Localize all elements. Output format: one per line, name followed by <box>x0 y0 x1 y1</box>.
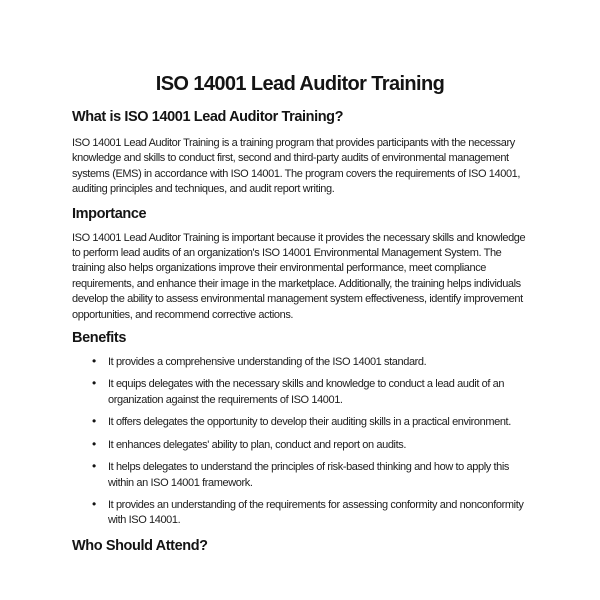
paragraph-what-is: ISO 14001 Lead Auditor Training is a training program that provides participants with the necessary knowledge and skills to conduct first, second and third-party audits of environmental management systems (EMS) in accordance with ISO 14001. The program covers the requirements of ISO 14001, auditing principles and techniques, and audit report writing. <box>72 137 521 196</box>
section-heading-who-should-attend: Who Should Attend? <box>72 537 208 554</box>
bullet-icon: • <box>92 414 96 429</box>
list-item <box>92 498 528 529</box>
section-heading-importance: Importance <box>72 205 147 222</box>
list-item-text: It provides an understanding of the requirements for assessing conformity and nonconformity with ISO 14001. <box>108 498 524 527</box>
section-heading-what-is: What is ISO 14001 Lead Auditor Training? <box>72 109 344 125</box>
list-item-text: It equips delegates with the necessary skills and knowledge to conduct a lead audit of an organization against the requirements of ISO 14001. <box>108 378 505 406</box>
list-item <box>92 355 528 370</box>
paragraph-importance: ISO 14001 Lead Auditor Training is important because it provides the necessary skills and knowledge to perform lead audits of an organization's ISO 14001 Environmental Management System. The training also helps organizations improve their environmental performance, meet compliance requirements, and enhance their image in the marketplace. Additionally, the training helps individuals develop the ability to assess environmental management system effectiveness, identify improvement opportunities, and recommend corrective actions. <box>72 231 526 321</box>
section-heading-benefits: Benefits <box>72 330 127 347</box>
list-item <box>92 415 528 430</box>
list-item <box>92 460 528 491</box>
list-item <box>92 377 528 408</box>
bullet-icon: • <box>92 459 96 474</box>
list-item-text: It enhances delegates' ability to plan, conduct and report on audits. <box>108 438 406 451</box>
list-item-text: It provides a comprehensive understanding of the ISO 14001 standard. <box>108 356 427 369</box>
bullet-icon: • <box>92 496 96 511</box>
bullet-icon: • <box>92 354 96 369</box>
list-item <box>92 438 528 453</box>
list-item-text: It helps delegates to understand the principles of risk-based thinking and how to apply this within an ISO 14001 framework. <box>108 461 510 489</box>
list-item-text: It offers delegates the opportunity to develop their auditing skills in a practical environment. <box>108 416 511 429</box>
bullet-icon: • <box>92 436 96 451</box>
document-title: ISO 14001 Lead Auditor Training <box>155 73 445 95</box>
bullet-icon: • <box>92 376 96 391</box>
benefits-list <box>72 355 528 529</box>
